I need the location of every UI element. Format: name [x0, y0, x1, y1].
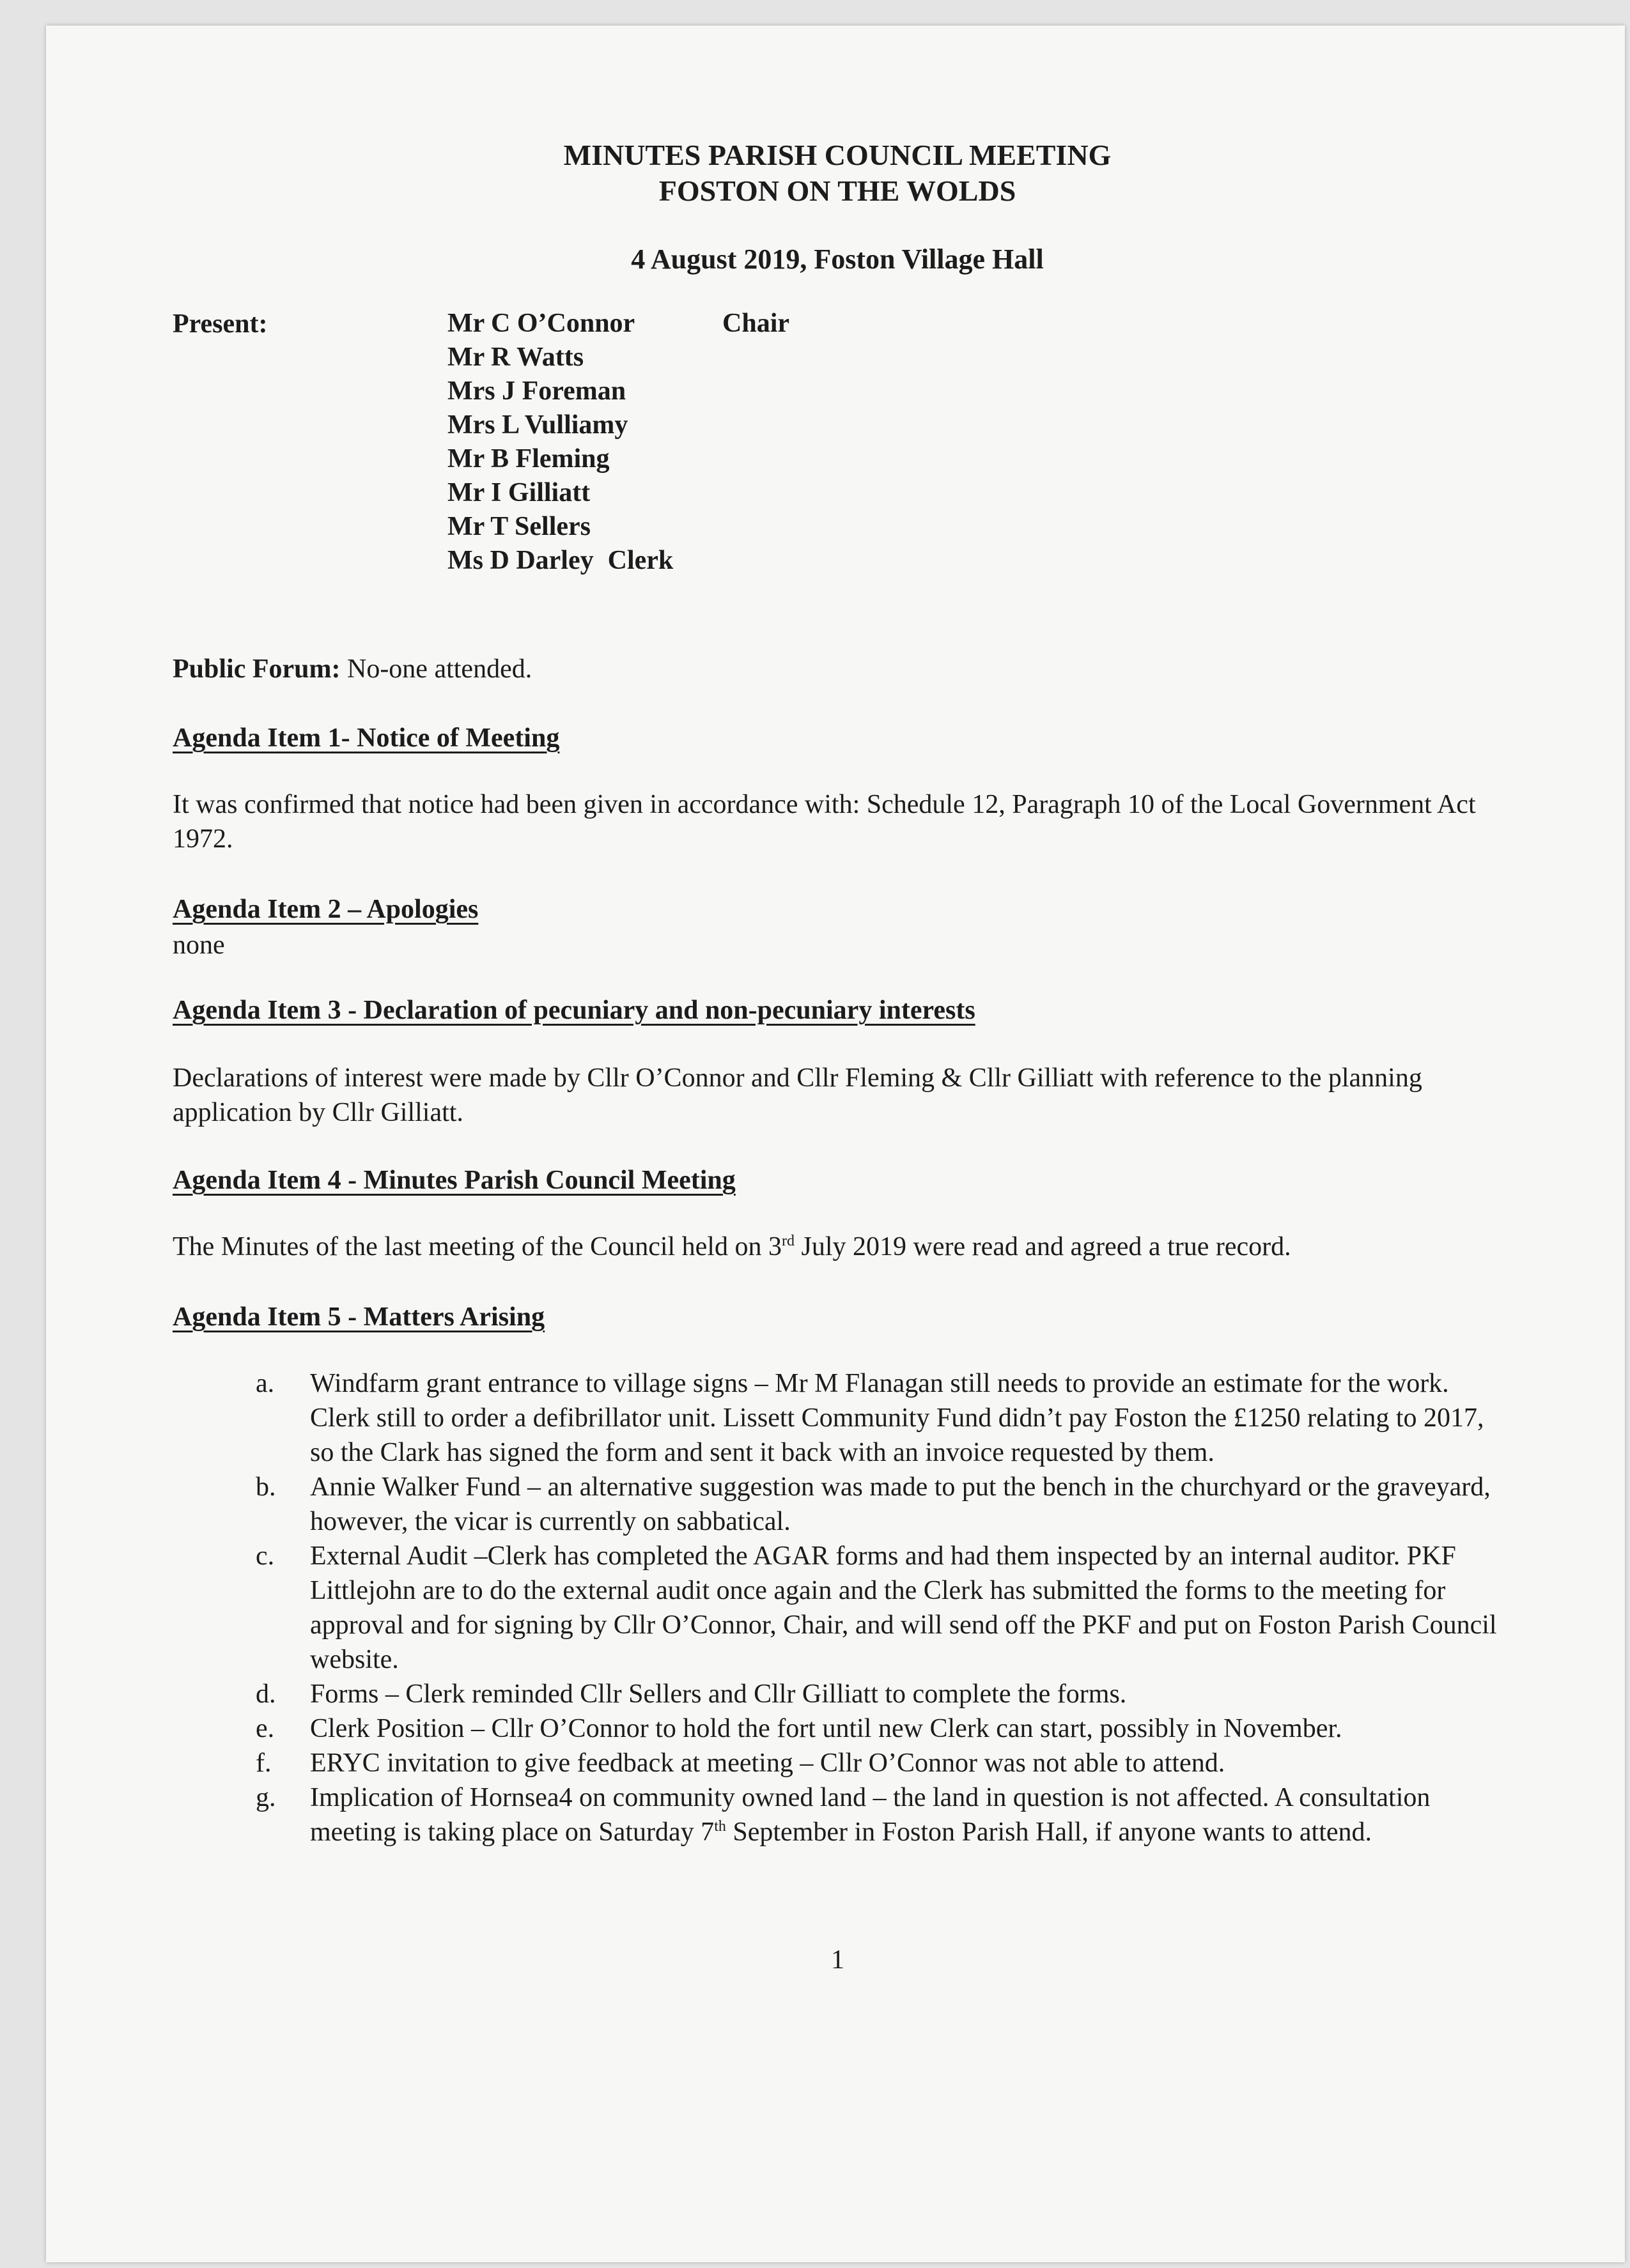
agenda-item-1-text: It was confirmed that notice had been given in accordance with: Schedule 12, Paragraph 10 of the Local Government Act 1972. [173, 790, 1476, 854]
agenda-item-1-heading: Agenda Item 1- Notice of Meeting [173, 723, 560, 753]
list-item-letter: a. [256, 1369, 275, 1398]
public-forum-label: Public Forum: [173, 654, 341, 684]
document-page [46, 26, 1625, 2262]
list-item-letter: d. [256, 1679, 276, 1709]
attendee-name: Mrs L Vulliamy [447, 410, 628, 440]
list-item [256, 1470, 1502, 1539]
list-item-text-end: September in Foston Parish Hall, if anyone wants to attend. [726, 1817, 1372, 1847]
list-item-text: Annie Walker Fund – an alternative suggestion was made to put the bench in the churchyard or the graveyard, however, the vicar is currently on sabbatical. [310, 1472, 1491, 1536]
document-subtitle: FOSTON ON THE WOLDS [658, 174, 1016, 207]
list-item-text: ERYC invitation to give feedback at meeting – Cllr O’Connor was not able to attend. [310, 1748, 1225, 1778]
list-item-letter: b. [256, 1472, 276, 1502]
meeting-date-venue: 4 August 2019, Foston Village Hall [631, 243, 1044, 275]
list-item [256, 1746, 1502, 1780]
attendee [447, 442, 673, 476]
list-item [256, 1780, 1502, 1849]
ordinal-suffix: rd [781, 1233, 795, 1249]
attendee-name: Mr I Gilliatt [447, 478, 591, 507]
attendee [447, 374, 673, 408]
agenda-item-3-heading: Agenda Item 3 - Declaration of pecuniary and non-pecuniary interests [173, 996, 975, 1025]
attendee [447, 341, 673, 374]
ordinal-suffix: th [714, 1818, 726, 1835]
list-item-text [310, 1780, 1502, 1849]
document-title: MINUTES PARISH COUNCIL MEETING [563, 139, 1112, 171]
agenda-item-4-heading: Agenda Item 4 - Minutes Parish Council Meeting [173, 1166, 736, 1195]
matters-arising-list [256, 1366, 1502, 1849]
list-item-text: External Audit –Clerk has completed the AGAR forms and had them inspected by an internal auditor. PKF Littlejohn are to do the external audit once again and the Clerk has submitted the forms to the meeting for approval and for signing by Cllr O’Connor, Chair, and will send off the PKF and put on Foston Parish Council website. [310, 1541, 1497, 1674]
attendee-name: Mr R Watts [447, 343, 584, 372]
list-item-text: Windfarm grant entrance to village signs – Mr M Flanagan still needs to provide an estimate for the work. Clerk still to order a defibrillator unit. Lissett Community Fund didn’t pay Foston the £1250 relating to 2017, so the Clark has signed the form and sent it back with an invoice requested by them. [310, 1369, 1484, 1467]
attendee-name: Mr B Fleming [447, 444, 610, 474]
agenda-item-2-text: none [173, 930, 225, 960]
attendee [447, 307, 789, 341]
attendee-name: Mr C O’Connor [447, 309, 635, 338]
attendee [447, 544, 673, 578]
attendee [447, 408, 673, 442]
attendee [447, 510, 673, 544]
list-item-letter: c. [256, 1541, 275, 1571]
agenda-item-2-heading: Agenda Item 2 – Apologies [173, 895, 479, 924]
present-label: Present: [173, 309, 268, 339]
list-item [256, 1677, 1502, 1711]
agenda-item-4-text-start: The Minutes of the last meeting of the Council held on 3 [173, 1232, 782, 1261]
list-item-letter: g. [256, 1783, 276, 1812]
agenda-item-4-text [173, 1230, 1291, 1264]
list-item [256, 1711, 1502, 1746]
public-forum [173, 652, 532, 686]
list-item-letter: e. [256, 1714, 275, 1743]
attendee-name: Mrs J Foreman [447, 376, 626, 406]
public-forum-text: No-one attended. [340, 654, 532, 684]
attendee-name: Ms D Darley [447, 546, 594, 575]
list-item [256, 1366, 1502, 1470]
list-item-letter: f. [256, 1748, 272, 1778]
list-item-text: Clerk Position – Cllr O’Connor to hold the fort until new Clerk can start, possibly in November. [310, 1714, 1342, 1743]
attendee-name: Mr T Sellers [447, 512, 591, 541]
list-item [256, 1539, 1502, 1677]
attendee-role: Clerk [607, 546, 674, 575]
agenda-item-5-heading: Agenda Item 5 - Matters Arising [173, 1302, 545, 1332]
list-item-text: Forms – Clerk reminded Cllr Sellers and Cllr Gilliatt to complete the forms. [310, 1679, 1127, 1709]
agenda-item-4-text-end: July 2019 were read and agreed a true record. [794, 1232, 1291, 1261]
attendee [447, 476, 673, 510]
attendee-list [447, 307, 789, 578]
attendee-role: Chair [722, 309, 789, 338]
list-item-text-start: Implication of Hornsea4 on community owned land – the land in question is not affected. A consultation meeting is taking place on Saturday 7 [310, 1783, 1431, 1847]
page-number: 1 [831, 1945, 844, 1975]
agenda-item-3-text: Declarations of interest were made by Cllr O’Connor and Cllr Fleming & Cllr Gilliatt with reference to the planning application by Cllr Gilliatt. [173, 1063, 1422, 1127]
